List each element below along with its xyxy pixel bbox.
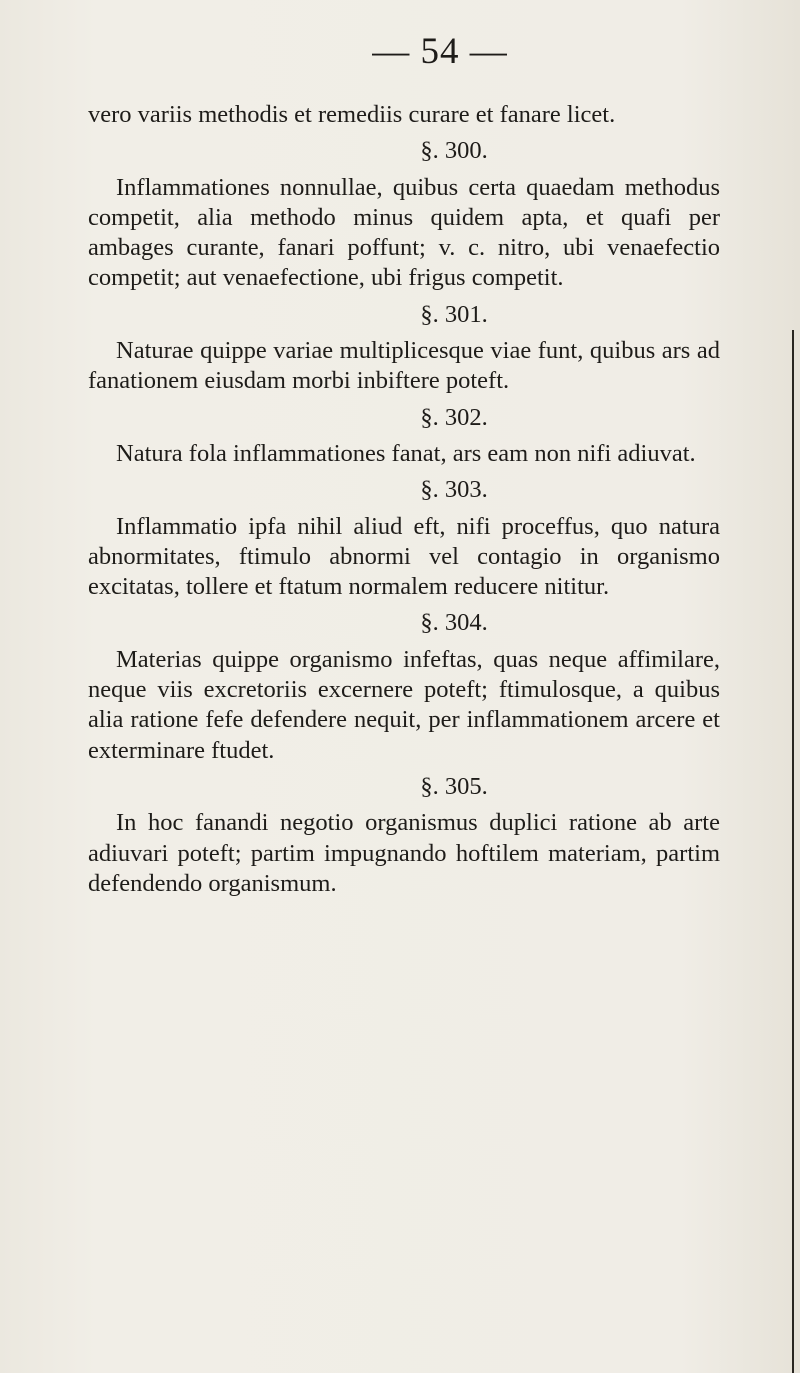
body-text (88, 100, 720, 899)
page-edge (792, 330, 794, 1373)
paragraph-302: Natura fola inflammationes fanat, ars eam non nifi adiuvat. (116, 439, 696, 467)
paragraph-303: Inflammatio ipfa nihil aliud eft, nifi proceffus, quo natura abnormitates, ftimulo abnormi vel contagio in organismo excitatas, tollere et ftatum normalem reducere nititur. (88, 512, 720, 601)
paragraph-304: Materias quippe organismo infeftas, quas neque affimilare, neque viis excretoriis excernere poteft; ftimulosque, a quibus alia ratione fefe defendere nequit, per inflammationem arcere et exterminare ftudet. (88, 645, 720, 764)
paragraph-301: Naturae quippe variae multiplicesque viae funt, quibus ars ad fanationem eiusdam morbi inbiftere poteft. (88, 337, 720, 395)
section-heading-303: §. 303. (420, 476, 488, 504)
paragraph-305: In hoc fanandi negotio organismus duplici ratione ab arte adiuvari poteft; partim impugnando hoftilem materiam, partim defendendo organismum. (88, 809, 720, 897)
section-heading-304: §. 304. (420, 609, 488, 637)
paragraph-300: Inflammationes nonnullae, quibus certa quaedam methodus competit, alia methodo minus quidem apta, et quafi per ambages curante, fanari poffunt; v. c. nitro, ubi venaefectio competit; aut venaefectione, ubi frigus competit. (88, 173, 720, 292)
section-heading-300: §. 300. (420, 137, 488, 165)
section-heading-302: §. 302. (420, 403, 488, 431)
section-heading-301: §. 301. (420, 300, 488, 328)
page-number: — 54 — (372, 31, 508, 72)
section-heading-305: §. 305. (420, 772, 488, 800)
paragraph-continuation: vero variis methodis et remediis curare et fanare licet. (88, 101, 616, 128)
